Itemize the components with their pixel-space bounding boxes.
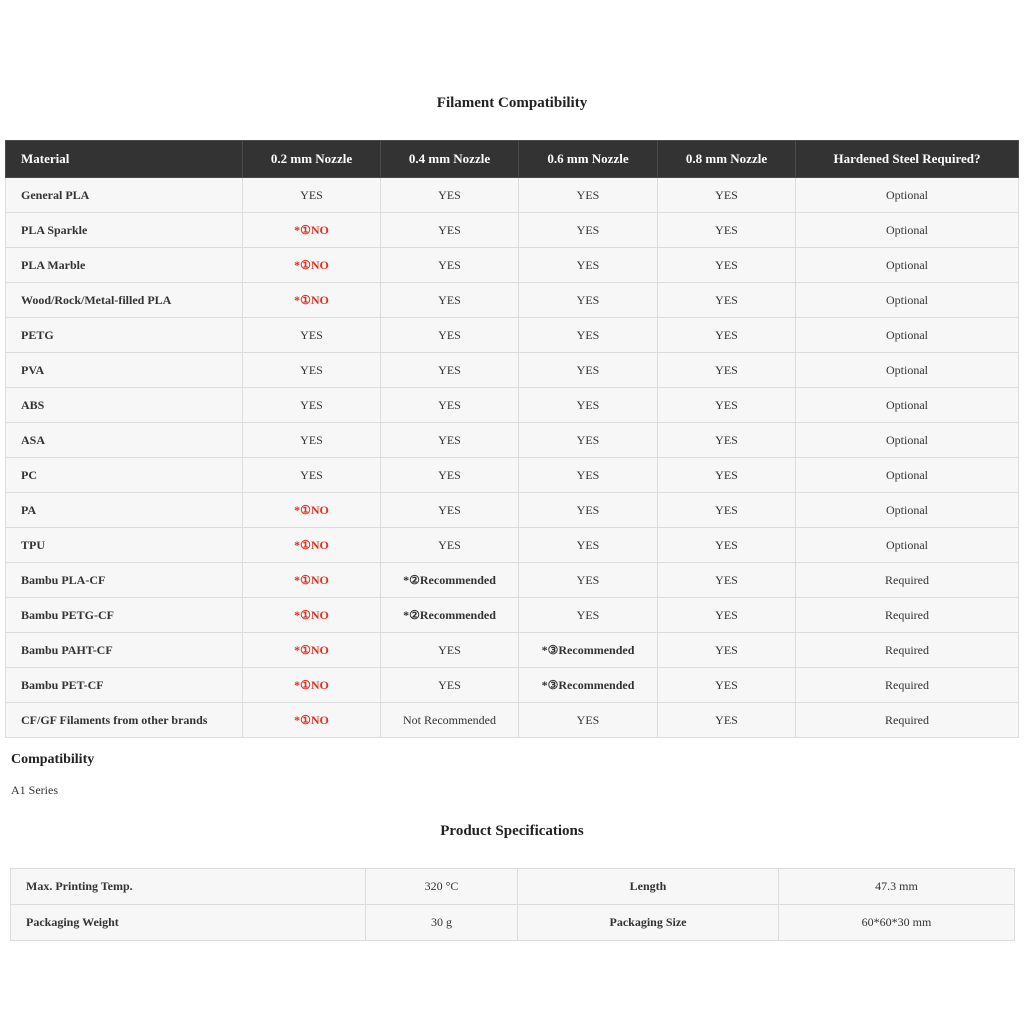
- cell-value: YES: [438, 187, 461, 202]
- material-name: PC: [6, 458, 243, 493]
- table-cell: [381, 493, 519, 528]
- cell-value: YES: [715, 292, 738, 307]
- table-cell: [658, 248, 796, 283]
- table-cell: [243, 248, 381, 283]
- table-cell: [519, 703, 658, 738]
- material-name: CF/GF Filaments from other brands: [6, 703, 243, 738]
- cell-value: Required: [885, 572, 929, 587]
- table-cell: [658, 213, 796, 248]
- material-name: Bambu PET-CF: [6, 668, 243, 703]
- table-cell: [796, 703, 1019, 738]
- table-row: [6, 213, 1019, 248]
- cell-value: YES: [438, 362, 461, 377]
- cell-value: YES: [576, 187, 600, 202]
- table-cell: [519, 213, 658, 248]
- table-cell: [381, 633, 519, 668]
- spec-label: Packaging Weight: [11, 905, 366, 941]
- table-cell: [381, 458, 519, 493]
- cell-value: Not Recommended: [403, 712, 496, 727]
- table-cell: [796, 213, 1019, 248]
- spec-value: 47.3 mm: [779, 869, 1015, 905]
- table-cell: [243, 668, 381, 703]
- cell-value: *①NO: [294, 502, 329, 517]
- cell-value: Required: [885, 642, 929, 657]
- compatibility-series: A1 Series: [11, 783, 58, 797]
- table-cell: [796, 423, 1019, 458]
- table-row: [6, 493, 1019, 528]
- table-cell: [658, 318, 796, 353]
- material-name: PVA: [6, 353, 243, 388]
- cell-value: YES: [715, 712, 738, 727]
- table-cell: [796, 563, 1019, 598]
- table-cell: [519, 493, 658, 528]
- material-name: Bambu PETG-CF: [6, 598, 243, 633]
- cell-value: *①NO: [294, 677, 329, 692]
- cell-value: Required: [885, 607, 929, 622]
- table-cell: [243, 423, 381, 458]
- table-cell: [658, 703, 796, 738]
- table-cell: [658, 598, 796, 633]
- table-cell: [796, 598, 1019, 633]
- cell-value: Optional: [886, 432, 928, 447]
- table-cell: [243, 353, 381, 388]
- cell-value: *①NO: [294, 222, 329, 237]
- cell-value: YES: [438, 292, 461, 307]
- cell-value: YES: [715, 397, 738, 412]
- table-cell: [658, 563, 796, 598]
- table-row: [6, 353, 1019, 388]
- cell-value: YES: [300, 327, 323, 342]
- table-cell: [243, 598, 381, 633]
- table-cell: [796, 388, 1019, 423]
- cell-value: YES: [576, 467, 600, 482]
- spec-row: [11, 905, 1015, 941]
- cell-value: YES: [300, 467, 323, 482]
- cell-value: YES: [438, 677, 461, 692]
- material-name: PLA Sparkle: [6, 213, 243, 248]
- table-cell: [658, 668, 796, 703]
- cell-value: Required: [885, 712, 929, 727]
- table-cell: [796, 318, 1019, 353]
- cell-value: YES: [715, 222, 738, 237]
- table-row: [6, 598, 1019, 633]
- table-cell: [519, 458, 658, 493]
- cell-value: Optional: [886, 257, 928, 272]
- cell-value: YES: [300, 432, 323, 447]
- cell-value: YES: [438, 467, 461, 482]
- table-cell: [381, 563, 519, 598]
- cell-value: YES: [576, 222, 600, 237]
- cell-value: YES: [300, 397, 323, 412]
- table-cell: [796, 178, 1019, 213]
- cell-value: Optional: [886, 327, 928, 342]
- cell-value: YES: [576, 397, 600, 412]
- table-header-row: [6, 141, 1019, 178]
- cell-value: YES: [438, 502, 461, 517]
- cell-value: YES: [715, 572, 738, 587]
- cell-value: YES: [576, 537, 600, 552]
- cell-value: *①NO: [294, 607, 329, 622]
- cell-value: Optional: [886, 187, 928, 202]
- cell-value: Optional: [886, 222, 928, 237]
- material-name: Bambu PAHT-CF: [6, 633, 243, 668]
- table-cell: [381, 283, 519, 318]
- material-name: PA: [6, 493, 243, 528]
- cell-value: YES: [715, 502, 738, 517]
- cell-value: Required: [885, 677, 929, 692]
- table-cell: [243, 493, 381, 528]
- table-cell: [243, 178, 381, 213]
- column-header: 0.6 mm Nozzle: [519, 141, 658, 178]
- material-name: ASA: [6, 423, 243, 458]
- table-cell: [519, 528, 658, 563]
- cell-value: YES: [300, 362, 323, 377]
- table-cell: [658, 353, 796, 388]
- material-name: PETG: [6, 318, 243, 353]
- table-cell: [243, 213, 381, 248]
- cell-value: YES: [576, 502, 600, 517]
- table-cell: [796, 458, 1019, 493]
- filament-compatibility-table: [5, 140, 1019, 738]
- table-row: [6, 178, 1019, 213]
- spec-label: Max. Printing Temp.: [11, 869, 366, 905]
- cell-value: YES: [576, 607, 600, 622]
- cell-value: YES: [438, 642, 461, 657]
- table-cell: [519, 178, 658, 213]
- table-cell: [243, 703, 381, 738]
- table-row: [6, 703, 1019, 738]
- table-cell: [243, 283, 381, 318]
- table-cell: [381, 248, 519, 283]
- table-row: [6, 423, 1019, 458]
- cell-value: Optional: [886, 537, 928, 552]
- material-name: PLA Marble: [6, 248, 243, 283]
- table-row: [6, 283, 1019, 318]
- cell-value: YES: [438, 327, 461, 342]
- compatibility-heading: Compatibility: [11, 752, 95, 767]
- table-cell: [658, 423, 796, 458]
- table-cell: [243, 318, 381, 353]
- table-cell: [658, 493, 796, 528]
- cell-value: YES: [576, 257, 600, 272]
- cell-value: YES: [715, 362, 738, 377]
- cell-value: YES: [576, 572, 600, 587]
- material-name: TPU: [6, 528, 243, 563]
- cell-value: YES: [576, 292, 600, 307]
- cell-value: Optional: [886, 292, 928, 307]
- table-cell: [519, 423, 658, 458]
- material-name: General PLA: [6, 178, 243, 213]
- cell-value: YES: [715, 677, 738, 692]
- table-cell: [381, 178, 519, 213]
- table-row: [6, 528, 1019, 563]
- table-row: [6, 633, 1019, 668]
- table-cell: [519, 388, 658, 423]
- table-cell: [381, 423, 519, 458]
- table-cell: [243, 458, 381, 493]
- table-cell: [658, 633, 796, 668]
- spec-value: 60*60*30 mm: [779, 905, 1015, 941]
- table-cell: [658, 458, 796, 493]
- table-cell: [243, 563, 381, 598]
- cell-value: YES: [438, 537, 461, 552]
- column-header: 0.2 mm Nozzle: [243, 141, 381, 178]
- cell-value: YES: [576, 432, 600, 447]
- table-cell: [796, 493, 1019, 528]
- cell-value: YES: [438, 257, 461, 272]
- cell-value: YES: [576, 362, 600, 377]
- table-row: [6, 388, 1019, 423]
- table-cell: [243, 633, 381, 668]
- cell-value: YES: [715, 432, 738, 447]
- cell-value: Optional: [886, 397, 928, 412]
- cell-value: YES: [438, 432, 461, 447]
- cell-value: *①NO: [294, 572, 329, 587]
- table-cell: [381, 598, 519, 633]
- cell-value: YES: [715, 327, 738, 342]
- table-cell: [796, 353, 1019, 388]
- material-name: ABS: [6, 388, 243, 423]
- table-cell: [796, 528, 1019, 563]
- table-cell: [381, 318, 519, 353]
- cell-value: Optional: [886, 502, 928, 517]
- column-header: Material: [6, 141, 243, 178]
- cell-value: YES: [715, 187, 738, 202]
- table-cell: [519, 598, 658, 633]
- cell-value: YES: [438, 397, 461, 412]
- table-cell: [658, 528, 796, 563]
- table-row: [6, 318, 1019, 353]
- table-cell: [658, 283, 796, 318]
- filament-compatibility-title: Filament Compatibility: [436, 95, 588, 111]
- table-cell: [796, 283, 1019, 318]
- column-header: 0.8 mm Nozzle: [658, 141, 796, 178]
- cell-value: *①NO: [294, 292, 329, 307]
- product-specifications-table: [10, 868, 1015, 941]
- cell-value: *③Recommended: [541, 677, 635, 692]
- spec-row: [11, 869, 1015, 905]
- table-cell: [381, 388, 519, 423]
- table-row: [6, 563, 1019, 598]
- table-cell: [519, 283, 658, 318]
- cell-value: *①NO: [294, 537, 329, 552]
- cell-value: *②Recommended: [403, 607, 496, 622]
- cell-value: YES: [576, 712, 600, 727]
- cell-value: YES: [438, 222, 461, 237]
- table-cell: [381, 528, 519, 563]
- cell-value: YES: [715, 467, 738, 482]
- table-cell: [519, 248, 658, 283]
- cell-value: YES: [715, 642, 738, 657]
- table-cell: [519, 668, 658, 703]
- cell-value: YES: [715, 607, 738, 622]
- cell-value: YES: [715, 537, 738, 552]
- cell-value: Optional: [886, 362, 928, 377]
- material-name: Bambu PLA-CF: [6, 563, 243, 598]
- cell-value: *①NO: [294, 712, 329, 727]
- table-cell: [381, 213, 519, 248]
- cell-value: *①NO: [294, 257, 329, 272]
- table-row: [6, 458, 1019, 493]
- table-cell: [796, 668, 1019, 703]
- table-cell: [381, 703, 519, 738]
- spec-label: Length: [518, 869, 779, 905]
- table-row: [6, 668, 1019, 703]
- spec-label: Packaging Size: [518, 905, 779, 941]
- table-cell: [381, 668, 519, 703]
- table-cell: [519, 563, 658, 598]
- table-cell: [243, 528, 381, 563]
- table-cell: [381, 353, 519, 388]
- cell-value: *①NO: [294, 642, 329, 657]
- cell-value: Optional: [886, 467, 928, 482]
- table-cell: [519, 633, 658, 668]
- spec-value: 30 g: [366, 905, 518, 941]
- cell-value: *②Recommended: [403, 572, 496, 587]
- table-cell: [658, 178, 796, 213]
- table-cell: [658, 388, 796, 423]
- cell-value: YES: [576, 327, 600, 342]
- column-header: 0.4 mm Nozzle: [381, 141, 519, 178]
- cell-value: YES: [300, 187, 323, 202]
- cell-value: YES: [715, 257, 738, 272]
- table-cell: [796, 633, 1019, 668]
- table-cell: [243, 388, 381, 423]
- material-name: Wood/Rock/Metal-filled PLA: [6, 283, 243, 318]
- table-cell: [796, 248, 1019, 283]
- spec-value: 320 °C: [366, 869, 518, 905]
- table-cell: [519, 318, 658, 353]
- cell-value: *③Recommended: [541, 642, 635, 657]
- table-row: [6, 248, 1019, 283]
- product-specifications-title: Product Specifications: [440, 823, 584, 839]
- table-cell: [519, 353, 658, 388]
- column-header: Hardened Steel Required?: [796, 141, 1019, 178]
